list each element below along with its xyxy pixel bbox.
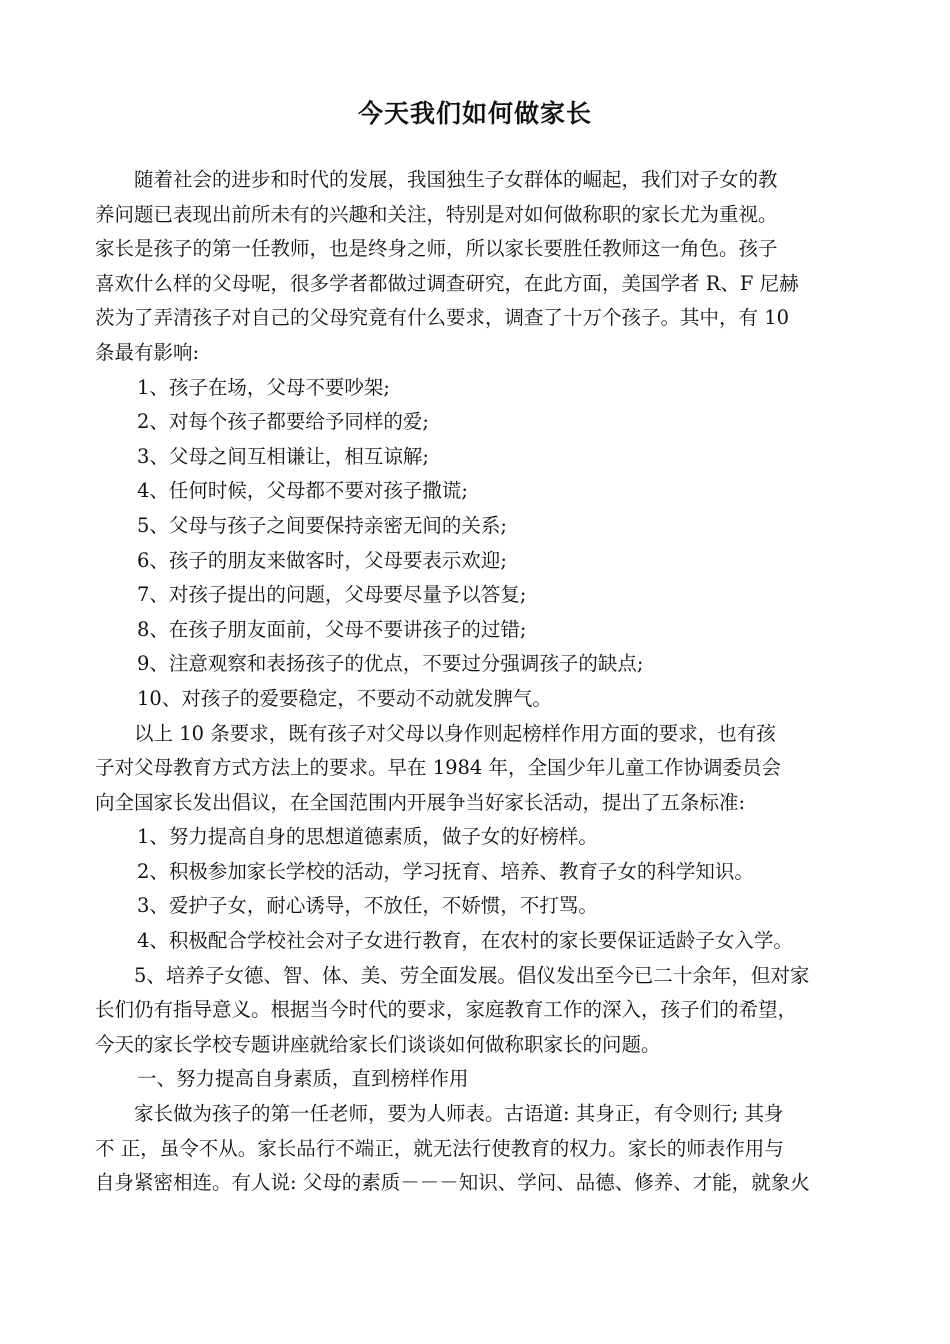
list-item (95, 924, 861, 959)
list-item (95, 855, 861, 890)
text-line: 喜欢什么样的父母呢，很多学者都做过调查研究，在此方面，美国学者 R、F 尼赫 (95, 271, 799, 295)
text-line: 8、在孩子朋友面前，父母不要讲孩子的过错; (137, 617, 527, 641)
text-line: 以上 10 条要求，既有孩子对父母以身作则起榜样作用方面的要求，也有孩 (134, 721, 776, 745)
list-item (95, 544, 861, 579)
list-item (95, 578, 861, 613)
document-body (95, 163, 861, 1201)
text-line: 9、注意观察和表扬孩子的优点，不要过分强调孩子的缺点; (137, 652, 644, 676)
body-paragraph (95, 959, 861, 1063)
list-item (95, 405, 861, 440)
text-line: 一、努力提高自身素质，直到榜样作用 (137, 1067, 469, 1091)
text-line: 1、孩子在场，父母不要吵架; (137, 375, 390, 399)
body-paragraph (95, 1097, 861, 1201)
text-line: 家长是孩子的第一任教师，也是终身之师，所以家长要胜任教师这一角色。孩子 (95, 237, 778, 261)
text-line: 养问题已表现出前所未有的兴趣和关注，特别是对如何做称职的家长尤为重视。 (95, 202, 778, 226)
text-line: 长们仍有指导意义。根据当今时代的要求，家庭教育工作的深入，孩子们的希望， (95, 998, 798, 1022)
text-line: 今天的家长学校专题讲座就给家长们谈谈如何做称职家长的问题。 (95, 1032, 661, 1056)
list-item (95, 371, 861, 406)
text-line: 7、对孩子提出的问题，父母要尽量予以答复; (137, 583, 527, 607)
text-line: 不 正，虽令不从。家长品行不端正，就无法行使教育的权力。家长的师表作用与 (95, 1136, 784, 1160)
text-line: 自身紧密相连。有人说: 父母的素质－－－知识、学问、品德、修养、才能，就象火 (95, 1171, 810, 1195)
list-item (95, 820, 861, 855)
text-line: 5、父母与孩子之间要保持亲密无间的关系; (137, 513, 507, 537)
text-line: 茨为了弄清孩子对自己的父母究竟有什么要求，调查了十万个孩子。其中，有 10 (95, 306, 790, 330)
text-line: 4、任何时候，父母都不要对孩子撒谎; (137, 479, 468, 503)
text-line: 向全国家长发出倡议，在全国范围内开展争当好家长活动，提出了五条标准: (95, 790, 746, 814)
text-line: 10、对孩子的爱要稳定，不要动不动就发脾气。 (137, 686, 552, 710)
text-line: 随着社会的进步和时代的发展，我国独生子女群体的崛起，我们对子女的教 (134, 168, 778, 191)
list-item (95, 647, 861, 682)
list-item (95, 440, 861, 475)
list-item (95, 682, 861, 717)
text-line: 4、积极配合学校社会对子女进行教育，在农村的家长要保证适龄子女入学。 (137, 929, 793, 953)
page-title: 今天我们如何做家长 (357, 99, 592, 128)
body-paragraph (95, 163, 861, 371)
text-line: 家长做为孩子的第一任老师，要为人师表。古语道: 其身正，有令则行; 其身 (134, 1102, 784, 1126)
list-item (95, 474, 861, 509)
text-line: 6、孩子的朋友来做客时，父母要表示欢迎; (137, 548, 507, 572)
text-line: 3、爱护子女，耐心诱导，不放任，不娇惯，不打骂。 (137, 894, 598, 918)
list-item (95, 1062, 861, 1097)
list-item (95, 613, 861, 648)
text-line: 3、父母之间互相谦让，相互谅解; (137, 444, 429, 468)
text-line: 子对父母教育方式方法上的要求。早在 1984 年，全国少年儿童工作协调委员会 (95, 756, 782, 780)
list-item (95, 889, 861, 924)
text-line: 5、培养子女德、智、体、美、劳全面发展。倡仪发出至今已二十余年，但对家 (134, 963, 810, 987)
list-item (95, 509, 861, 544)
text-line: 条最有影响: (95, 340, 200, 364)
text-line: 1、努力提高自身的思想道德素质，做子女的好榜样。 (137, 825, 598, 849)
body-paragraph (95, 717, 861, 821)
text-line: 2、对每个孩子都要给予同样的爱; (137, 410, 429, 434)
text-line: 2、积极参加家长学校的活动，学习抚育、培养、教育子女的科学知识。 (137, 859, 754, 883)
